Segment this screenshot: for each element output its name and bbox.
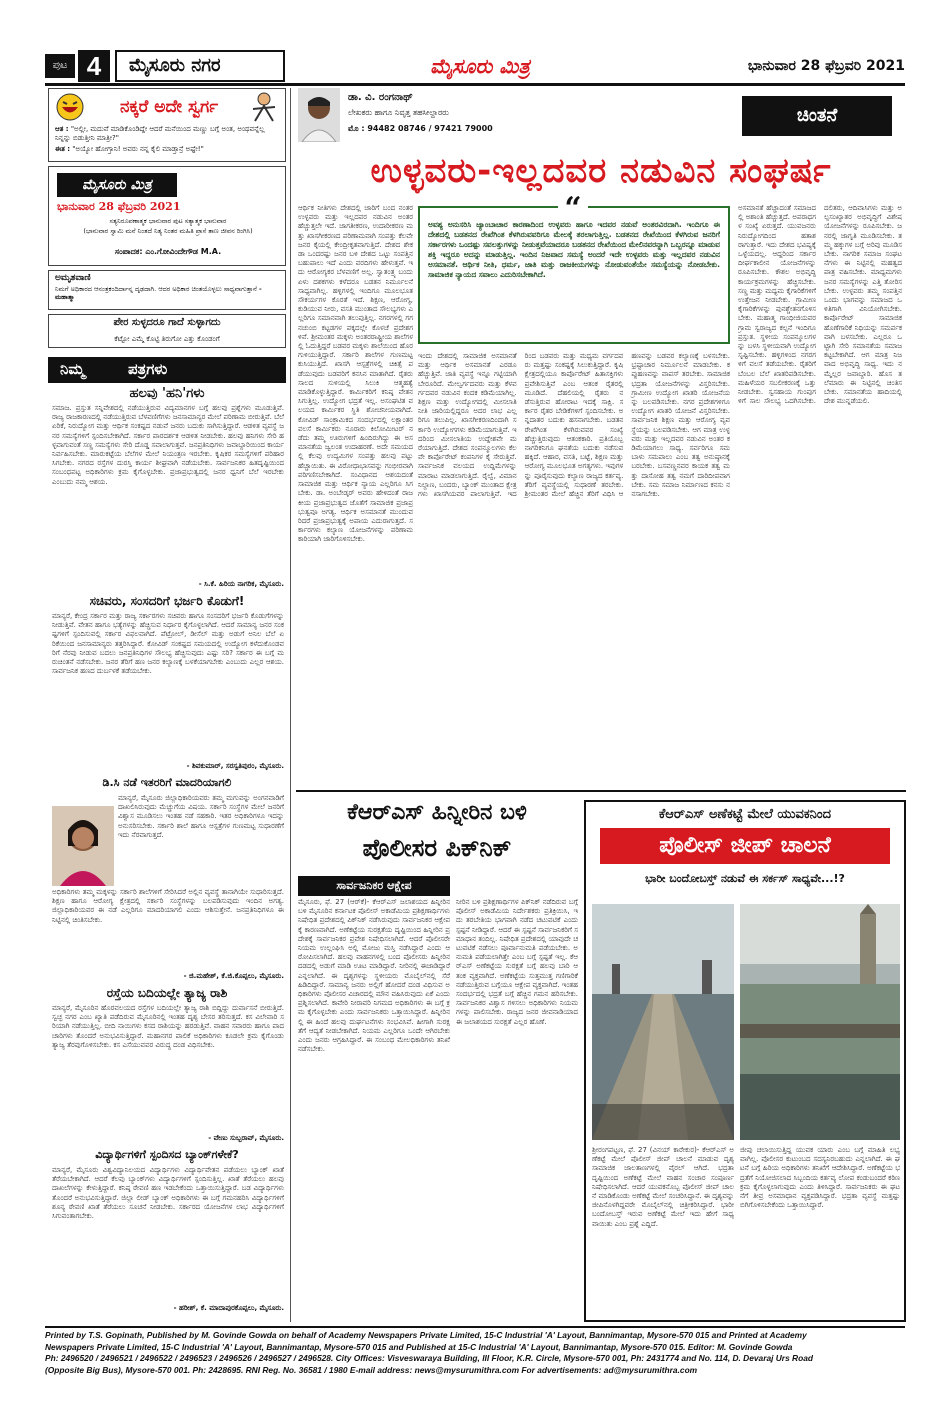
section-tag-chintane: ಚಿಂತನೆ	[742, 96, 892, 136]
section-rule	[296, 790, 906, 792]
paper-info-date: ಭಾನುವಾರ 28 ಫೆಬ್ರವರಿ 2021	[57, 200, 181, 213]
humor-text1: "ಅಲ್ಲೀ, ಮದುವೆ ಮಾಡಿಕೊಂಡಿದ್ದೇ ಆದರೆ ಮನೆಯಿಂದ ಮಣ್ಣು ಬಗ್ಗೆ ಅಂತ, ಅಂಥವನ್ನೆಲ್ಲ ನಿನ್ನನ್ನು ಬಿಡುತ್ತೀನಿ ಮಾತ್ರೀ?"	[55, 125, 265, 142]
footer-rule	[45, 1326, 905, 1328]
paper-info-box	[48, 166, 286, 266]
jeep-subhead: ಭಾರೀ ಬಂದೋಬಸ್ತ್ ನಡುವೆ ಈ ಸರ್ಕಸ್ ಸಾಧ್ಯವೇ...!?	[645, 872, 845, 885]
pullquote-text: ಅವಶ್ಯ ಅನುಸರಿಸಿ ಜ್ಯಾಂಬಾಚಾರ ಕಾರಣಾದಿಂದ ಉಳ್ಳವರು ಹಾಗೂ ಇದವರ ನಡುವೆ ಅಂತರವಿರದಾಗಿ. ಇಂದಿಗೂ ಈ ದೇಶದಲ್ಲಿ ಬಡತನದ ರೇಖೆಗಿಂತ ಕೆಳಗಿರುವವರಿಗೂ ಮೇಲಕ್ಕೆ ತರಲಾಗುತ್ತಿಲ್ಲ. ಬಡತನದ ರೇಖೆಯಿಂದ ಕೆಳಗಿರುವ ಜನರಿಗೆ ಸರ್ಕಾರಗಳು ಒಂದಷ್ಟು ಸವಲತ್ತುಗಳನ್ನು ನೀಡುತ್ತವೆಯಾದರೂ ಬಡತನದ ರೇಖೆಯಿಂದ ಮೇಲಿನವರನ್ನಾಗಿ ಒಬ್ಬರನ್ನೂ ಮಾಡುವ ಶಕ್ತಿ ಇದ್ದರೂ ಅದನ್ನು ಮಾಡುತ್ತಿಲ್ಲ. ಇಂದಿನ ನಿಜವಾದ ಸಮಸ್ಯೆ ಅಂದರೆ ಇದೇ ಉಳ್ಳವರು ಮತ್ತು ಇಲ್ಲದವರ ನಡುವಿನ ಅಸಮಾನತೆ. ಆರ್ಥಿಕ ನೀತಿ, ಧರ್ಮ, ಜಾತಿ ಮತ್ತು ರಾಜಕೀಯಗಳನ್ನು ನೋಡುವಂತೆಯೇ ಸಮಸ್ಯೆಯನ್ನು ನೋಡಬೇಕು. ಸಾಮಾಜಿಕ ನ್ಯಾಯದ ಸವಾಲು ಎದುರಿಸಬೇಕಾಗಿದೆ.	[428, 220, 720, 279]
column-headline: ಉಳ್ಳವರು-ಇಲ್ಲದವರ ನಡುವಿನ ಸಂಘರ್ಷ	[370, 151, 832, 191]
letter-title: ವಿದ್ಯಾರ್ಥಿಗಳಿಗೆ ಸ್ಪಂದಿಸದ ಬ್ಯಾಂಕ್‌ಗಳೇಕೆ?	[95, 1148, 239, 1161]
author-photo	[298, 88, 340, 142]
column-body: ಆರ್ಥಿಕ ನೀತಿಗಳು ದೇಶದಲ್ಲಿ ಜಾರಿಗೆ ಬಂದ ನಂತರ ಉಳ್ಳವರು ಮತ್ತು ಇಲ್ಲದವರ ನಡುವಿನ ಅಂತರ ಹೆಚ್ಚುತ್ತಲೇ ಇದೆ. ಜಾಗತೀಕರಣ, ಉದಾರೀಕರಣ ಮತ್ತು ಖಾಸಗೀಕರಣದ ಪರಿಣಾಮವಾಗಿ ಸಂಪತ್ತು ಕೆಲವೇ ಜನರ ಕೈಯಲ್ಲಿ ಕೇಂದ್ರೀಕೃತವಾಗುತ್ತಿದೆ. ದೇಶದ ಶೇಕಡಾ ಒಂದರಷ್ಟು ಜನರ ಬಳಿ ದೇಶದ ಒಟ್ಟು ಸಂಪತ್ತಿನ ಬಹುಪಾಲು ಇದೆ ಎಂದು ವರದಿಗಳು ಹೇಳುತ್ತವೆ. ಇದು ಆರೋಗ್ಯಕರ ಬೆಳವಣಿಗೆ ಅಲ್ಲ. ಸ್ವಾತಂತ್ರ್ಯ ಬಂದು ಏಳು ದಶಕಗಳು ಕಳೆದರೂ ಬಡತನ ನಿರ್ಮೂಲನೆ ಸಾಧ್ಯವಾಗಿಲ್ಲ. ಹಳ್ಳಿಗಳಲ್ಲಿ ಇಂದಿಗೂ ಮೂಲಭೂತ ಸೌಕರ್ಯಗಳ ಕೊರತೆ ಇದೆ. ಶಿಕ್ಷಣ, ಆರೋಗ್ಯ, ಕುಡಿಯುವ ನೀರು, ವಸತಿ ಮುಂತಾದ ಸೌಲಭ್ಯಗಳು ಎಲ್ಲರಿಗೂ ಸಮಾನವಾಗಿ ತಲುಪುತ್ತಿಲ್ಲ. ನಗರಗಳಲ್ಲಿ ಗಗನಚುಂಬಿ ಕಟ್ಟಡಗಳ ಪಕ್ಕದಲ್ಲೇ ಕೊಳಚೆ ಪ್ರದೇಶಗಳಿವೆ. ಶ್ರೀಮಂತರ ಮಕ್ಕಳು ಅಂತರರಾಷ್ಟ್ರೀಯ ಶಾಲೆಗಳಲ್ಲಿ ಓದುತ್ತಿದ್ದರೆ ಬಡವರ ಮಕ್ಕಳು ಶಾಲೆಯಿಂದ ಹೊರಗುಳಿಯುತ್ತಿದ್ದಾರೆ. ಸರ್ಕಾರಿ ಶಾಲೆಗಳ ಗುಣಮಟ್ಟ ಕುಸಿಯುತ್ತಿದೆ. ಖಾಸಗಿ ಆಸ್ಪತ್ರೆಗಳಲ್ಲಿ ಚಿಕಿತ್ಸೆ ಪಡೆಯುವುದು ಬಡವರಿಗೆ ಕನಸಿನ ಮಾತಾಗಿದೆ. ರೈತರು ಸಾಲದ ಸುಳಿಯಲ್ಲಿ ಸಿಲುಕಿ ಆತ್ಮಹತ್ಯೆ ಮಾಡಿಕೊಳ್ಳುತ್ತಿದ್ದಾರೆ. ಕಾರ್ಮಿಕರಿಗೆ ಕನಿಷ್ಠ ವೇತನ ಸಿಗುತ್ತಿಲ್ಲ. ಉದ್ಯೋಗ ಭದ್ರತೆ ಇಲ್ಲ. ಅಸಂಘಟಿತ ವಲಯದ ಕಾರ್ಮಿಕರ ಸ್ಥಿತಿ ಶೋಚನೀಯವಾಗಿದೆ. ಕೋವಿಡ್ ಸಾಂಕ್ರಾಮಿಕದ ಸಂದರ್ಭದಲ್ಲಿ ಲಕ್ಷಾಂತರ ವಲಸೆ ಕಾರ್ಮಿಕರು ನೂರಾರು ಕಿಲೋಮೀಟರ್ ನಡೆದು ತಮ್ಮ ಊರುಗಳಿಗೆ ಹಿಂದಿರುಗಿದ್ದು ಈ ಅಸಮಾನತೆಯ ಜ್ವಲಂತ ಉದಾಹರಣೆ. ಅದೇ ಸಮಯದಲ್ಲಿ ಕೆಲವು ಉದ್ಯಮಿಗಳ ಸಂಪತ್ತು ಹಲವು ಪಟ್ಟು ಹೆಚ್ಚಾಯಿತು. ಈ ವಿರೋಧಾಭಾಸವನ್ನು ಗಂಭೀರವಾಗಿ ಪರಿಗಣಿಸಬೇಕಾಗಿದೆ. ಸಂವಿಧಾನದ ಆಶಯದಂತೆ ಸಾಮಾಜಿಕ ಮತ್ತು ಆರ್ಥಿಕ ನ್ಯಾಯ ಎಲ್ಲರಿಗೂ ಸಿಗಬೇಕು. ಡಾ. ಅಂಬೇಡ್ಕರ್ ಅವರು ಹೇಳಿದಂತೆ ರಾಜಕೀಯ ಪ್ರಜಾಪ್ರಭುತ್ವದ ಜೊತೆಗೆ ಸಾಮಾಜಿಕ ಪ್ರಜಾಪ್ರಭುತ್ವವೂ ಅಗತ್ಯ. ಆರ್ಥಿಕ ಅಸಮಾನತೆ ಮುಂದುವರಿದರೆ ಪ್ರಜಾಪ್ರಭುತ್ವಕ್ಕೆ ಅಪಾಯ ಎದುರಾಗುತ್ತದೆ. ಸರ್ಕಾರಗಳು ಕಲ್ಯಾಣ ಯೋಜನೆಗಳನ್ನು ಪರಿಣಾಮಕಾರಿಯಾಗಿ ಜಾರಿಗೊಳಿಸಬೇಕು.	[298, 204, 413, 544]
humor-line2	[55, 145, 281, 154]
jeep-headline-line1: ಕೆಆರ್‌ಎಸ್ ಅಣೆಕಟ್ಟೆ ಮೇಲೆ ಯುವಕನಿಂದ	[658, 807, 832, 822]
letter-signature: - ಜಿ.ಮಹೇಶ್, ಕೆ.ಜಿ.ಕೊಪ್ಪಲು, ಮೈಸೂರು.	[183, 972, 284, 980]
letters-header	[48, 357, 286, 383]
letter-signature: - ಹರೀಶ್, ಕೆ. ಮಾದಾಪುರಕೊಪ್ಪಲು, ಮೈಸೂರು.	[173, 1304, 284, 1312]
jeep-body: ಜೀಪು ಚಲಾಯಿಸುತ್ತಿದ್ದ ಯುವಕ ಯಾರು ಎಂಬ ಬಗ್ಗೆ ಮಾಹಿತಿ ಲಭ್ಯವಾಗಿಲ್ಲ. ಪೊಲೀಸರ ಕುಟುಂಬದ ಸದಸ್ಯನಿರಬಹುದು ಎನ್ನಲಾಗಿದೆ. ಈ ಘಟನೆ ಬಗ್ಗೆ ಹಿರಿಯ ಅಧಿಕಾರಿಗಳು ತನಿಖೆಗೆ ಆದೇಶಿಸಿದ್ದಾರೆ. ಅಣೆಕಟ್ಟೆಯ ಭದ್ರತೆಗೆ ನಿಯೋಜಿಸಲಾದ ಸಿಬ್ಬಂದಿಯ ಕರ್ತವ್ಯ ಲೋಪ ಕಂಡುಬಂದರೆ ಕಠಿಣ ಕ್ರಮ ಕೈಗೊಳ್ಳಲಾಗುವುದು ಎಂದು ತಿಳಿಸಿದ್ದಾರೆ. ಸಾರ್ವಜನಿಕರು ಈ ಘಟನೆಗೆ ತೀವ್ರ ಅಸಮಾಧಾನ ವ್ಯಕ್ತಪಡಿಸಿದ್ದಾರೆ. ಭದ್ರತಾ ವ್ಯವಸ್ಥೆ ಮತ್ತಷ್ಟು ಬಿಗಿಗೊಳಿಸಬೇಕೆಂದು ಒತ್ತಾಯಿಸಿದ್ದಾರೆ.	[740, 1146, 900, 1210]
proverb-title: ಪೇರ ಸುಳ್ಳದರೂ ಗಾದೆ ಸುಳ್ಳಾಗದು	[113, 317, 221, 328]
jeep-body: ಶ್ರೀರಂಗಪಟ್ಟಣ, ಫೆ. 27 (ವಿನಯ್ ಕಾರೇಕುರ)- ಕೆಆರ್‌ಎಸ್ ಅಣೆಕಟ್ಟೆ ಮೇಲೆ ಪೊಲೀಸ್ ಜೀಪ್ ಚಾಲನೆ ಮಾಡುವ ದೃಶ್ಯ ಸಾಮಾಜಿಕ ಜಾಲತಾಣಗಳಲ್ಲಿ ವೈರಲ್ ಆಗಿದೆ. ಭದ್ರತಾ ದೃಷ್ಟಿಯಿಂದ ಅಣೆಕಟ್ಟೆ ಮೇಲೆ ವಾಹನ ಸಂಚಾರ ಸಂಪೂರ್ಣ ನಿಷೇಧಿಸಲಾಗಿದೆ. ಆದರೆ ಯುವಕನೊಬ್ಬ ಪೊಲೀಸ್ ಜೀಪ್ ಚಾಲನೆ ಮಾಡಿಕೊಂಡು ಅಣೆಕಟ್ಟೆ ಮೇಲೆ ಸಂಚರಿಸಿದ್ದಾನೆ. ಈ ದೃಶ್ಯವನ್ನು ಜೀಪಿನೊಳಗಿದ್ದವರೇ ಮೊಬೈಲ್‌ನಲ್ಲಿ ಚಿತ್ರೀಕರಿಸಿದ್ದಾರೆ. ಭಾರೀ ಬಂದೋಬಸ್ತ್ ಇರುವ ಅಣೆಕಟ್ಟೆ ಮೇಲೆ ಇದು ಹೇಗೆ ಸಾಧ್ಯವಾಯಿತು ಎಂಬ ಪ್ರಶ್ನೆ ಎದ್ದಿದೆ.	[592, 1146, 734, 1228]
issue-date: ಭಾನುವಾರ 28 ಫೆಬ್ರವರಿ 2021	[747, 58, 905, 74]
imprint-line: Newspapers Private Limited, 15-C Industrial 'A' Layout, Bannimantap, Mysore-570 015 and Published at 15-C Industrial 'A' Layout, Bannimantap, Mysore-570 015. Editor: M. Govinde Gowda	[45, 1341, 793, 1352]
imprint-footer	[45, 1330, 905, 1376]
letter-body: ಮಾನ್ಯರೆ, ಮೈಸೂರಿನ ಹೊರವಲಯದ ರಸ್ತೆಗಳ ಬದಿಯಲ್ಲೇ ತ್ಯಾಜ್ಯ ರಾಶಿ ಬಿದ್ದಿದ್ದು ದುರ್ವಾಸನೆ ಬೀರುತ್ತಿದೆ. ಸ್ವಚ್ಛ ನಗರ ಎಂಬ ಖ್ಯಾತಿ ಪಡೆದಿರುವ ಮೈಸೂರಿನಲ್ಲಿ ಇಂತಹ ದೃಶ್ಯ ಬೇಸರ ತರಿಸುತ್ತದೆ. ಕಸ ವಿಲೇವಾರಿ ಸರಿಯಾಗಿ ನಡೆಯುತ್ತಿಲ್ಲ. ಬೀದಿ ನಾಯಿಗಳು ಕಸದ ರಾಶಿಯನ್ನು ಹರಡುತ್ತಿವೆ. ವಾಹನ ಸವಾರರು ಹಾಗೂ ಪಾದಚಾರಿಗಳು ತೊಂದರೆ ಅನುಭವಿಸುತ್ತಿದ್ದಾರೆ. ಮಹಾನಗರ ಪಾಲಿಕೆ ಅಧಿಕಾರಿಗಳು ಕೂಡಲೇ ಕ್ರಮ ಕೈಗೊಂಡು ತ್ಯಾಜ್ಯ ತೆರವುಗೊಳಿಸಬೇಕು. ಕಸ ಎಸೆಯುವವರ ವಿರುದ್ಧ ದಂಡ ವಿಧಿಸಬೇಕು.	[52, 1004, 284, 1049]
proverb-text: ಕೆಟ್ಟೋ ಎಮ್ಮೆ ಕೊಟ್ಟಿ ತಿರುಗೋ ಎತ್ತು ಕೊಂಡಂಗೆ	[114, 335, 220, 343]
letter-signature: - ಶಿವಕುಮಾರ್, ಸರಸ್ವತಿಪುರಂ, ಮೈಸೂರು.	[186, 762, 284, 770]
paper-logo: ಮೈಸೂರು ಮಿತ್ರ	[430, 54, 530, 78]
pullquote-box	[418, 191, 730, 344]
letter-body: ಅಧಿಕಾರಿಗಳು ತಮ್ಮ ಮಕ್ಕಳನ್ನು ಸರ್ಕಾರಿ ಶಾಲೆಗಳಿಗೆ ಸೇರಿಸಿದರೆ ಅಲ್ಲಿನ ವ್ಯವಸ್ಥೆ ತಾನಾಗಿಯೇ ಸುಧಾರಿಸುತ್ತದೆ. ಶಿಕ್ಷಣ ಹಾಗೂ ಆರೋಗ್ಯ ಕ್ಷೇತ್ರದಲ್ಲಿ ಸರ್ಕಾರಿ ಸಂಸ್ಥೆಗಳನ್ನು ಬಲಪಡಿಸುವುದು ಇಂದಿನ ಅಗತ್ಯ. ಜಿಲ್ಲಾಧಿಕಾರಿಯವರ ಈ ನಡೆ ಎಲ್ಲರಿಗೂ ಮಾದರಿಯಾಗಲಿ ಎಂದು ಆಶಿಸುತ್ತೇನೆ. ಜನಪ್ರತಿನಿಧಿಗಳೂ ಈ ನಿಟ್ಟಿನಲ್ಲಿ ಚಿಂತಿಸಬೇಕು.	[52, 888, 284, 924]
humor-title: ನಕ್ಕರೆ ಅದೇ ಸ್ವರ್ಗ	[119, 97, 219, 117]
amrutha-box	[48, 270, 286, 310]
letter-signature: - ಸಿ.ಕೆ. ಹಿರಿಯ ನಾಗರಿಕ, ಮೈಸೂರು.	[198, 580, 284, 588]
letters-header-a: ನಿಮ್ಮ	[60, 360, 85, 378]
jeep-headline-line2: ಪೊಲೀಸ್ ಜೀಪ್ ಚಾಲನೆ	[600, 828, 890, 864]
page-label: ಪುಟ	[45, 54, 75, 78]
quote-mark-icon: “	[558, 194, 588, 218]
letter-body: ಸಮಾಜ. ಪ್ರಸ್ತುತ ಸನ್ನಿವೇಶದಲ್ಲಿ ನಡೆಯುತ್ತಿರುವ ವಿದ್ಯಮಾನಗಳ ಬಗ್ಗೆ ಹಲವು ಪ್ರಶ್ನೆಗಳು ಮೂಡುತ್ತಿವೆ. ರಾಜ್ಯ ರಾಜಕಾರಣದಲ್ಲಿ ನಡೆಯುತ್ತಿರುವ ಬೆಳವಣಿಗೆಗಳು ಜನಸಾಮಾನ್ಯರ ಮೇಲೆ ಪರಿಣಾಮ ಬೀರುತ್ತಿವೆ. ಬೆಲೆ ಏರಿಕೆ, ನಿರುದ್ಯೋಗ ಮತ್ತು ಆರ್ಥಿಕ ಸಂಕಷ್ಟದ ನಡುವೆ ಜನರು ಬದುಕು ಸಾಗಿಸುತ್ತಿದ್ದಾರೆ. ಆಡಳಿತ ವ್ಯವಸ್ಥೆ ಜನರ ಸಮಸ್ಯೆಗಳಿಗೆ ಸ್ಪಂದಿಸಬೇಕಾಗಿದೆ. ಸರ್ಕಾರ ಪಾರದರ್ಶಕ ಆಡಳಿತ ನೀಡಬೇಕು. ಹಲವು ಹನಿಗಳು ಸೇರಿ ಹಳ್ಳವಾಗುವಂತೆ ಸಣ್ಣ ಸಮಸ್ಯೆಗಳು ಸೇರಿ ದೊಡ್ಡ ಸವಾಲಾಗುತ್ತವೆ. ಜನಪ್ರತಿನಿಧಿಗಳು ಜವಾಬ್ದಾರಿಯಿಂದ ಕಾರ್ಯ ನಿರ್ವಹಿಸಬೇಕು. ಮಾರುಕಟ್ಟೆಯ ಬೆಲೆಗಳ ಮೇಲೆ ನಿಯಂತ್ರಣ ಇರಬೇಕು. ಕೃಷಿಕರ ಸಮಸ್ಯೆಗಳಿಗೆ ಪರಿಹಾರ ಸಿಗಬೇಕು. ನಗರದ ರಸ್ತೆಗಳ ದುರಸ್ತಿ ಕಾರ್ಯ ಶೀಘ್ರವಾಗಿ ನಡೆಯಬೇಕು. ಸಾರ್ವಜನಿಕರ ಹಿತದೃಷ್ಟಿಯಿಂದ ಸಂಬಂಧಪಟ್ಟ ಅಧಿಕಾರಿಗಳು ಕ್ರಮ ಕೈಗೊಳ್ಳಬೇಕು. ಪ್ರಜಾಪ್ರಭುತ್ವದಲ್ಲಿ ಜನರ ಧ್ವನಿಗೆ ಬೆಲೆ ಇರಬೇಕು ಎಂಬುದು ನಮ್ಮ ಆಶಯ.	[52, 404, 284, 486]
letter-title: ರಸ್ತೆಯ ಬದಿಯಲ್ಲೇ ತ್ಯಾಜ್ಯ ರಾಶಿ	[106, 986, 228, 1000]
column-divider	[290, 88, 291, 1322]
picnic-headline-line2: ಪೊಲೀಸರ ಪಿಕ್‌ನಿಕ್	[362, 834, 512, 862]
amrutha-quote: ನಿಮಗೆ ಅಧಿಕಾರದ ಆನಂತ್ರಕಂದಿರ್ದಾನ್ನ ದೃಢದಾಗಿ. ಆದರ ಅಧಿಕಾರ ಚಿಂತಯೊಳ್ಳಲು ಸಾಧ್ಯವಾಗುತ್ತಾನೆ	[55, 285, 257, 293]
letter-title: ಡಿ.ಸಿ ನಡೆ ಇತರರಿಗೆ ಮಾದರಿಯಾಗಲಿ	[102, 776, 232, 789]
paper-info-tagline2: (ಭಾನುವಾರ ಸ್ವಾಮಿ ಮನೆ ನಿಂತದೆ ನಿತ್ಯ ನಿಂತರ ಮಹಿತಿ ಪ್ರಾಸೆ ತಾಣ ಜೀವನ ರಿಂಗಿಸಿ)	[83, 227, 253, 235]
picnic-headline-line1: ಕೆಆರ್‌ಎಸ್ ಹಿನ್ನೀರಿನ ಬಳಿ	[347, 800, 527, 825]
picnic-body: ಮೈಸೂರು, ಫೆ. 27 (ಆರ್‌ಕೆ)- ಕೆಆರ್‌ಎಸ್ ಜಲಾಶಯದ ಹಿನ್ನೀರಿನ ಬಳಿ ಮೈಸೂರಿನ ಕರ್ನಾಟಕ ಪೊಲೀಸ್ ಅಕಾಡೆಮಿಯ ಪ್ರಶಿಕ್ಷಣಾರ್ಥಿಗಳು ನಿಷೇಧಿತ ಪ್ರದೇಶದಲ್ಲಿ ಪಿಕ್‌ನಿಕ್ ನಡೆಸಿರುವುದು ಸಾರ್ವಜನಿಕರ ಆಕ್ಷೇಪಕ್ಕೆ ಕಾರಣವಾಗಿದೆ. ಅಣೆಕಟ್ಟೆಯ ಸುರಕ್ಷತೆಯ ದೃಷ್ಟಿಯಿಂದ ಹಿನ್ನೀರಿನ ಪ್ರದೇಶಕ್ಕೆ ಸಾರ್ವಜನಿಕರ ಪ್ರವೇಶ ನಿಷೇಧಿಸಲಾಗಿದೆ. ಆದರೆ ಪೊಲೀಸರೇ ನಿಯಮ ಉಲ್ಲಂಘಿಸಿ ಅಲ್ಲಿ ಮೋಜು ಮಸ್ತಿ ನಡೆಸಿದ್ದಾರೆ ಎಂದು ಆರೋಪಿಸಲಾಗಿದೆ. ಹಲವು ವಾಹನಗಳಲ್ಲಿ ಬಂದ ಪೊಲೀಸರು ಹಿನ್ನೀರಿನ ದಡದಲ್ಲಿ ಅಡುಗೆ ಮಾಡಿ ಊಟ ಮಾಡಿದ್ದಾರೆ. ನೀರಿನಲ್ಲಿ ಈಜಾಡಿದ್ದಾರೆ ಎನ್ನಲಾಗಿದೆ. ಈ ದೃಶ್ಯಗಳನ್ನು ಸ್ಥಳೀಯರು ಮೊಬೈಲ್‌ನಲ್ಲಿ ಸೆರೆ ಹಿಡಿದಿದ್ದಾರೆ. ಸಾಮಾನ್ಯ ಜನರು ಅಲ್ಲಿಗೆ ಹೋದರೆ ದಂಡ ವಿಧಿಸುವ ಅಧಿಕಾರಿಗಳು ಪೊಲೀಸರ ವಿಚಾರದಲ್ಲಿ ಮೌನ ವಹಿಸಿರುವುದು ಏಕೆ ಎಂದು ಪ್ರಶ್ನಿಸಲಾಗಿದೆ. ಕಾವೇರಿ ನೀರಾವರಿ ನಿಗಮದ ಅಧಿಕಾರಿಗಳು ಈ ಬಗ್ಗೆ ಕ್ರಮ ಕೈಗೊಳ್ಳಬೇಕು ಎಂದು ಸಾರ್ವಜನಿಕರು ಒತ್ತಾಯಿಸಿದ್ದಾರೆ. ಹಿನ್ನೀರಿನಲ್ಲಿ ಈ ಹಿಂದೆ ಹಲವು ದುರ್ಘಟನೆಗಳು ಸಂಭವಿಸಿವೆ. ಹೀಗಾಗಿ ಸುರಕ್ಷತೆಗೆ ಆದ್ಯತೆ ನೀಡಬೇಕಾಗಿದೆ. ನಿಯಮ ಎಲ್ಲರಿಗೂ ಒಂದೇ ಆಗಿರಬೇಕು ಎಂದು ಜನರು ಆಗ್ರಹಿಸಿದ್ದಾರೆ. ಈ ಸಂಬಂಧ ಮೇಲಧಿಕಾರಿಗಳು ತನಿಖೆ ನಡೆಸಬೇಕು.	[298, 898, 450, 1054]
letter-body: ಮಾನ್ಯರೆ, ಮೈಸೂರು ಜಿಲ್ಲಾಧಿಕಾರಿಯವರು ತಮ್ಮ ಮಗುವನ್ನು ಅಂಗನವಾಡಿಗೆ ದಾಖಲಿಸಿರುವುದು ಮೆಚ್ಚುಗೆಯ ವಿಷಯ. ಸರ್ಕಾರಿ ಸಂಸ್ಥೆಗಳ ಮೇಲೆ ಜನರಿಗೆ ವಿಶ್ವಾಸ ಮೂಡಿಸಲು ಇಂತಹ ನಡೆ ಸಹಕಾರಿ. ಇತರ ಅಧಿಕಾರಿಗಳೂ ಇದನ್ನು ಅನುಸರಿಸಬೇಕು. ಸರ್ಕಾರಿ ಶಾಲೆ ಹಾಗೂ ಆಸ್ಪತ್ರೆಗಳ ಗುಣಮಟ್ಟ ಸುಧಾರಣೆಗೆ ಇದು ನೆರವಾಗುತ್ತದೆ.	[118, 794, 284, 839]
section-name: ಮೈಸೂರು ನಗರ	[115, 50, 285, 82]
picnic-body: ನೀರಿನ ಬಳಿ ಪ್ರಶಿಕ್ಷಣಾರ್ಥಿಗಳ ಪಿಕ್‌ನಿಕ್ ನಡೆದಿರುವ ಬಗ್ಗೆ ಪೊಲೀಸ್ ಅಕಾಡೆಮಿಯ ನಿರ್ದೇಶಕರು ಪ್ರತಿಕ್ರಿಯಿಸಿ, ಇದು ತರಬೇತಿಯ ಭಾಗವಾಗಿ ನಡೆದ ಚಟುವಟಿಕೆ ಎಂದು ಸ್ಪಷ್ಟನೆ ನೀಡಿದ್ದಾರೆ. ಆದರೆ ಈ ಸ್ಪಷ್ಟನೆ ಸಾರ್ವಜನಿಕರಿಗೆ ಸಮಾಧಾನ ತಂದಿಲ್ಲ. ನಿಷೇಧಿತ ಪ್ರದೇಶದಲ್ಲಿ ಯಾವುದೇ ಚಟುವಟಿಕೆ ನಡೆಸಲು ಪೂರ್ವಾನುಮತಿ ಪಡೆಯಬೇಕು. ಅನುಮತಿ ಪಡೆಯಲಾಗಿತ್ತೇ ಎಂಬ ಬಗ್ಗೆ ಸ್ಪಷ್ಟತೆ ಇಲ್ಲ. ಕೆಆರ್‌ಎಸ್ ಅಣೆಕಟ್ಟೆಯ ಸುರಕ್ಷತೆ ಬಗ್ಗೆ ಹಲವು ಬಾರಿ ಆತಂಕ ವ್ಯಕ್ತವಾಗಿದೆ. ಅಣೆಕಟ್ಟೆಯ ಸುತ್ತಮುತ್ತ ಗಣಿಗಾರಿಕೆ ನಡೆಯುತ್ತಿರುವ ಬಗ್ಗೆಯೂ ಆಕ್ಷೇಪ ವ್ಯಕ್ತವಾಗಿದೆ. ಇಂತಹ ಸಂದರ್ಭದಲ್ಲಿ ಭದ್ರತೆ ಬಗ್ಗೆ ಹೆಚ್ಚಿನ ಗಮನ ಹರಿಸಬೇಕು. ಸಾರ್ವಜನಿಕರ ವಿಶ್ವಾಸ ಗಳಿಸಲು ಅಧಿಕಾರಿಗಳು ನಿಯಮಗಳನ್ನು ಪಾಲಿಸಬೇಕು. ರಾಜ್ಯದ ಜನರ ಜೀವನಾಡಿಯಾದ ಈ ಜಲಾಶಯದ ಸುರಕ್ಷತೆ ಎಲ್ಲರ ಹೊಣೆ.	[456, 898, 578, 1026]
letter-title: ಸಚಿವರು, ಸಂಸದರಿಗೆ ಭರ್ಜರಿ ಕೊಡುಗೆ!	[89, 594, 245, 608]
letter-body: ಮಾನ್ಯರೆ, ಕೇಂದ್ರ ಸರ್ಕಾರ ಮತ್ತು ರಾಜ್ಯ ಸರ್ಕಾರಗಳು ಸಚಿವರು ಹಾಗೂ ಸಂಸದರಿಗೆ ಭರ್ಜರಿ ಕೊಡುಗೆಗಳನ್ನು ನೀಡುತ್ತಿವೆ. ವೇತನ ಹಾಗೂ ಭತ್ಯೆಗಳನ್ನು ಹೆಚ್ಚಿಸುವ ನಿರ್ಧಾರ ಕೈಗೊಳ್ಳಲಾಗಿದೆ. ಆದರೆ ಸಾಮಾನ್ಯ ಜನರ ಸಂಕಷ್ಟಗಳಿಗೆ ಸ್ಪಂದಿಸುವಲ್ಲಿ ಸರ್ಕಾರ ವಿಫಲವಾಗಿದೆ. ಪೆಟ್ರೋಲ್, ಡೀಸೆಲ್ ಮತ್ತು ಅಡುಗೆ ಅನಿಲ ಬೆಲೆ ಏರಿಕೆಯಿಂದ ಜನಸಾಮಾನ್ಯರು ತತ್ತರಿಸಿದ್ದಾರೆ. ಕೋವಿಡ್ ಸಂಕಷ್ಟದ ಸಮಯದಲ್ಲಿ ಉದ್ಯೋಗ ಕಳೆದುಕೊಂಡವರಿಗೆ ನೆರವು ನೀಡುವ ಬದಲು ಜನಪ್ರತಿನಿಧಿಗಳ ಸೌಲಭ್ಯ ಹೆಚ್ಚಿಸುವುದು ಎಷ್ಟು ಸರಿ? ಸರ್ಕಾರ ಈ ಬಗ್ಗೆ ಮರುಚಿಂತನೆ ನಡೆಸಬೇಕು. ಜನರ ತೆರಿಗೆ ಹಣ ಜನರ ಕಲ್ಯಾಣಕ್ಕೆ ಬಳಕೆಯಾಗಬೇಕು ಎಂಬುದು ಎಲ್ಲರ ಆಶಯ. ಸಾರ್ವಜನಿಕ ಹಣದ ದುರ್ಬಳಕೆ ತಡೆಯಬೇಕು.	[52, 612, 284, 676]
author-description: ಲೇಖಕರು ಹಾಗೂ ನಿವೃತ್ತ ತಹಸೀಲ್ದಾರರು	[348, 108, 449, 117]
humor-speaker2: ಈತ :	[55, 145, 71, 153]
letter-signature: - ವೇಣು ಸುಬ್ಬರಾವ್, ಮೈಸೂರು.	[208, 1134, 284, 1142]
humor-box	[48, 88, 286, 162]
letter-body: ಮಾನ್ಯರೆ, ಮೈಸೂರು ವಿಶ್ವವಿದ್ಯಾನಿಲಯದ ವಿದ್ಯಾರ್ಥಿಗಳು ವಿದ್ಯಾರ್ಥಿವೇತನ ಪಡೆಯಲು ಬ್ಯಾಂಕ್ ಖಾತೆ ತೆರೆಯಬೇಕಾಗಿದೆ. ಆದರೆ ಕೆಲವು ಬ್ಯಾಂಕ್‌ಗಳು ವಿದ್ಯಾರ್ಥಿಗಳಿಗೆ ಸ್ಪಂದಿಸುತ್ತಿಲ್ಲ. ಖಾತೆ ತೆರೆಯಲು ಹಲವು ದಾಖಲೆಗಳನ್ನು ಕೇಳುತ್ತಿದ್ದಾರೆ. ಕನಿಷ್ಠ ಠೇವಣಿ ಹಣ ಇಡಬೇಕೆಂದು ಒತ್ತಾಯಿಸುತ್ತಿದ್ದಾರೆ. ಬಡ ವಿದ್ಯಾರ್ಥಿಗಳು ತೊಂದರೆ ಅನುಭವಿಸುತ್ತಿದ್ದಾರೆ. ಜಿಲ್ಲಾ ಲೀಡ್ ಬ್ಯಾಂಕ್ ಅಧಿಕಾರಿಗಳು ಈ ಬಗ್ಗೆ ಗಮನಹರಿಸಿ ವಿದ್ಯಾರ್ಥಿಗಳಿಗೆ ಶೂನ್ಯ ಠೇವಣಿ ಖಾತೆ ತೆರೆಯಲು ಸೂಚನೆ ನೀಡಬೇಕು. ಸರ್ಕಾರದ ಯೋಜನೆಗಳ ಲಾಭ ವಿದ್ಯಾರ್ಥಿಗಳಿಗೆ ಸಿಗುವಂತಾಗಬೇಕು.	[52, 1166, 284, 1221]
laughing-face-icon	[55, 93, 85, 121]
humor-speaker1: ಆತ :	[55, 125, 69, 133]
paper-info-editor: ಸಂಪಾದಕ: ಎಂ.ಗೋವಿಂದೇಗೌಡ M.A.	[114, 247, 222, 256]
humor-line1	[55, 125, 281, 143]
paper-info-tagline1: ಸತ್ಯನಿರೂಪಣಾತ್ಮಕ ಭಾನುವಾರ ಪುಟ ಸತ್ಯಾತ್ಮಕ ಭಾನುವಾರ	[109, 217, 227, 225]
author-phone: ಮೊ : 94482 08746 / 97421 79000	[348, 124, 493, 133]
author-name: ಡಾ. ವಿ. ರಂಗನಾಥ್	[348, 92, 413, 103]
proverb-box	[48, 314, 286, 348]
dc-photo	[52, 806, 114, 886]
dam-photo-left	[592, 904, 734, 1140]
picnic-kicker: ಸಾರ್ವಜನಿಕರ ಆಕ್ಷೇಪ	[298, 876, 450, 896]
imprint-line: (Opposite Big Bus), Mysore-570 001. Ph: 2428695. RNI Reg. No. 36581 / 1980 E-mail address: news@mysurumithra.com For advertisements: ad@mysurumithra.com	[45, 1364, 698, 1375]
cartoon-figure-icon	[249, 91, 279, 123]
imprint-line: Ph: 2496520 / 2496521 / 2496522 / 2496523 / 2496526 / 2496527 / 2496528. City Offices: Visveswaraya Building, III Floor, K.R. Circle, Mysore-570 001, Ph: 2431774 and No. 114, D. Devaraj Urs Road	[45, 1353, 813, 1363]
masthead	[45, 50, 905, 82]
humor-text2: "ಅಯ್ಯೋ ಹೋಗ್ತಾನಿ! ಅವರು ನನ್ನ ಕೈಲಿ ಮಾಡ್ತಾನ್ರೆ ಅಷ್ಟೇ!"	[72, 145, 204, 153]
dam-photo-right	[740, 904, 900, 1140]
amrutha-author: - ಮಹಾತ್ಮಾ	[55, 285, 262, 301]
amrutha-text	[55, 285, 281, 301]
masthead-rule	[45, 83, 905, 86]
letters-header-b: ಪತ್ರಗಳು	[128, 360, 168, 378]
amrutha-title: ಅಮೃತವಾಣಿ	[55, 273, 91, 283]
column-body: ಅಸಮಾನತೆ ಹೆಚ್ಚಾದಂತೆ ಸಮಾಜದಲ್ಲಿ ಅಶಾಂತಿ ಹೆಚ್ಚುತ್ತದೆ. ಅಪರಾಧಗಳ ಸಂಖ್ಯೆ ಏರುತ್ತದೆ. ಯುವಜನರು ನಿರುದ್ಯೋಗದಿಂದ ಹತಾಶರಾಗುತ್ತಾರೆ. ಇದು ದೇಶದ ಭವಿಷ್ಯಕ್ಕೆ ಒಳ್ಳೆಯದಲ್ಲ. ಆದ್ದರಿಂದ ಸರ್ಕಾರ ದೀರ್ಘಕಾಲೀನ ಯೋಜನೆಗಳನ್ನು ರೂಪಿಸಬೇಕು. ಕೌಶಲ ಅಭಿವೃದ್ಧಿ ಕಾರ್ಯಕ್ರಮಗಳನ್ನು ಹೆಚ್ಚಿಸಬೇಕು. ಸಣ್ಣ ಮತ್ತು ಮಧ್ಯಮ ಕೈಗಾರಿಕೆಗಳಿಗೆ ಉತ್ತೇಜನ ನೀಡಬೇಕು. ಗ್ರಾಮೀಣ ಕೈಗಾರಿಕೆಗಳನ್ನು ಪುನಶ್ಚೇತನಗೊಳಿಸಬೇಕು. ಮಹಾತ್ಮ ಗಾಂಧೀಜಿಯವರ ಗ್ರಾಮ ಸ್ವರಾಜ್ಯದ ಕಲ್ಪನೆ ಇಂದಿಗೂ ಪ್ರಸ್ತುತ. ಸ್ಥಳೀಯ ಸಂಪನ್ಮೂಲಗಳನ್ನು ಬಳಸಿ ಸ್ಥಳೀಯವಾಗಿ ಉದ್ಯೋಗ ಸೃಷ್ಟಿಸಬೇಕು. ಹಳ್ಳಿಗಳಿಂದ ನಗರಗಳಿಗೆ ವಲಸೆ ತಡೆಯಬೇಕು. ರೈತರಿಗೆ ಬೆಂಬಲ ಬೆಲೆ ಖಾತರಿಪಡಿಸಬೇಕು. ಮಹಿಳೆಯರ ಸಬಲೀಕರಣಕ್ಕೆ ಒತ್ತು ನೀಡಬೇಕು. ಸ್ವಸಹಾಯ ಗುಂಪುಗಳಿಗೆ ಸಾಲ ಸೌಲಭ್ಯ ಒದಗಿಸಬೇಕು. ದಲಿತರು, ಆದಿವಾಸಿಗಳು ಮತ್ತು ಅಲ್ಪಸಂಖ್ಯಾತರ ಅಭಿವೃದ್ಧಿಗೆ ವಿಶೇಷ ಯೋಜನೆಗಳನ್ನು ರೂಪಿಸಬೇಕು. ಜನರಲ್ಲಿ ಜಾಗೃತಿ ಮೂಡಿಸಬೇಕು. ತಮ್ಮ ಹಕ್ಕುಗಳ ಬಗ್ಗೆ ಅರಿವು ಮೂಡಿಸಬೇಕು. ನಾಗರಿಕ ಸಮಾಜ ಸಂಘಟನೆಗಳು ಈ ನಿಟ್ಟಿನಲ್ಲಿ ಮಹತ್ವದ ಪಾತ್ರ ವಹಿಸಬೇಕು. ಮಾಧ್ಯಮಗಳು ಜನರ ಸಮಸ್ಯೆಗಳನ್ನು ಎತ್ತಿ ತೋರಿಸಬೇಕು. ಉಳ್ಳವರು ತಮ್ಮ ಸಂಪತ್ತಿನ ಒಂದು ಭಾಗವನ್ನು ಸಮಾಜದ ಒಳಿತಿಗಾಗಿ ವಿನಿಯೋಗಿಸಬೇಕು. ಕಾರ್ಪೊರೇಟ್ ಸಾಮಾಜಿಕ ಹೊಣೆಗಾರಿಕೆ ನಿಧಿಯನ್ನು ಸಮರ್ಪಕವಾಗಿ ಬಳಸಬೇಕು. ಎಲ್ಲರೂ ಒಟ್ಟಾಗಿ ಸೇರಿ ಸಮಾನತೆಯ ಸಮಾಜ ಕಟ್ಟಬೇಕಾಗಿದೆ. ಆಗ ಮಾತ್ರ ನಿಜವಾದ ಅಭಿವೃದ್ಧಿ ಸಾಧ್ಯ. ಇದು ನಮ್ಮೆಲ್ಲರ ಜವಾಬ್ದಾರಿ. ಹೊಸ ತಲೆಮಾರು ಈ ನಿಟ್ಟಿನಲ್ಲಿ ಚಿಂತಿಸಬೇಕು. ಸಮಾನತೆಯ ಹಾದಿಯಲ್ಲಿ ದೇಶ ಮುನ್ನಡೆಯಲಿ.	[738, 204, 902, 406]
letter-title: ಹಲವು 'ಹನಿ'ಗಳು	[129, 386, 205, 401]
paper-info-logo: ಮೈಸೂರು ಮಿತ್ರ	[57, 173, 177, 197]
column-body: ಇಂದು ದೇಶದಲ್ಲಿ ಸಾಮಾಜಿಕ ಅಸಮಾನತೆ ಮತ್ತು ಆರ್ಥಿಕ ಅಸಮಾನತೆ ಎರಡೂ ಹೆಚ್ಚುತ್ತಿವೆ. ಜಾತಿ ವ್ಯವಸ್ಥೆ ಇನ್ನೂ ಗಟ್ಟಿಯಾಗಿ ಬೇರೂರಿದೆ. ಮೇಲ್ವರ್ಗದವರು ಮತ್ತು ಕೆಳವರ್ಗದವರ ನಡುವಿನ ಕಂದಕ ಕಡಿಮೆಯಾಗಿಲ್ಲ. ಶಿಕ್ಷಣ ಮತ್ತು ಉದ್ಯೋಗದಲ್ಲಿ ಮೀಸಲಾತಿ ನೀತಿ ಜಾರಿಯಲ್ಲಿದ್ದರೂ ಅದರ ಲಾಭ ಎಲ್ಲರಿಗೂ ತಲುಪಿಲ್ಲ. ಖಾಸಗೀಕರಣದಿಂದಾಗಿ ಸರ್ಕಾರಿ ಉದ್ಯೋಗಗಳು ಕಡಿಮೆಯಾಗುತ್ತಿವೆ. ಇದರಿಂದ ಮೀಸಲಾತಿಯ ಉದ್ದೇಶವೇ ಮರೆಯಾಗುತ್ತಿದೆ. ದೇಶದ ಸಂಪನ್ಮೂಲಗಳು ಕೆಲವೇ ಕಾರ್ಪೊರೇಟ್ ಕಂಪನಿಗಳ ಕೈ ಸೇರುತ್ತಿವೆ. ಸಾರ್ವಜನಿಕ ವಲಯದ ಉದ್ದಿಮೆಗಳನ್ನು ಮಾರಾಟ ಮಾಡಲಾಗುತ್ತಿದೆ. ರೈಲ್ವೆ, ವಿಮಾನ ನಿಲ್ದಾಣ, ಬಂದರು, ಬ್ಯಾಂಕ್ ಮುಂತಾದ ಕ್ಷೇತ್ರಗಳು ಖಾಸಗಿಯವರ ಪಾಲಾಗುತ್ತಿವೆ. ಇದರಿಂದ ಬಡವರು ಮತ್ತು ಮಧ್ಯಮ ವರ್ಗದವರು ಮತ್ತಷ್ಟು ಸಂಕಷ್ಟಕ್ಕೆ ಸಿಲುಕುತ್ತಿದ್ದಾರೆ. ಕೃಷಿ ಕ್ಷೇತ್ರದಲ್ಲಿಯೂ ಕಾರ್ಪೊರೇಟ್ ಹಿತಾಸಕ್ತಿಗಳು ಪ್ರವೇಶಿಸುತ್ತಿವೆ ಎಂಬ ಆತಂಕ ರೈತರಲ್ಲಿ ಮೂಡಿದೆ. ದೆಹಲಿಯಲ್ಲಿ ರೈತರು ನಡೆಸುತ್ತಿರುವ ಹೋರಾಟ ಇದಕ್ಕೆ ಸಾಕ್ಷಿ. ಸರ್ಕಾರ ರೈತರ ಬೇಡಿಕೆಗಳಿಗೆ ಸ್ಪಂದಿಸಬೇಕು. ಅನ್ನದಾತರ ಬದುಕು ಹಸನಾಗಬೇಕು. ಬಡತನ ರೇಖೆಗಿಂತ ಕೆಳಗಿರುವವರ ಸಂಖ್ಯೆ ಹೆಚ್ಚುತ್ತಿರುವುದು ಆತಂಕಕಾರಿ. ಪ್ರತಿಯೊಬ್ಬ ನಾಗರಿಕನಿಗೂ ಘನತೆಯ ಬದುಕು ನಡೆಸುವ ಹಕ್ಕಿದೆ. ಆಹಾರ, ವಸತಿ, ಬಟ್ಟೆ, ಶಿಕ್ಷಣ ಮತ್ತು ಆರೋಗ್ಯ ಮೂಲಭೂತ ಅಗತ್ಯಗಳು. ಇವುಗಳನ್ನು ಪೂರೈಸುವುದು ಕಲ್ಯಾಣ ರಾಜ್ಯದ ಕರ್ತವ್ಯ. ತೆರಿಗೆ ವ್ಯವಸ್ಥೆಯಲ್ಲಿ ಸುಧಾರಣೆ ತರಬೇಕು. ಶ್ರೀಮಂತರ ಮೇಲೆ ಹೆಚ್ಚಿನ ತೆರಿಗೆ ವಿಧಿಸಿ ಆ ಹಣವನ್ನು ಬಡವರ ಕಲ್ಯಾಣಕ್ಕೆ ಬಳಸಬೇಕು. ಭ್ರಷ್ಟಾಚಾರ ನಿರ್ಮೂಲನೆ ಮಾಡಬೇಕು. ಕಪ್ಪುಹಣವನ್ನು ವಾಪಸ್ ತರಬೇಕು. ಸಾಮಾಜಿಕ ಭದ್ರತಾ ಯೋಜನೆಗಳನ್ನು ವಿಸ್ತರಿಸಬೇಕು. ಗ್ರಾಮೀಣ ಉದ್ಯೋಗ ಖಾತರಿ ಯೋಜನೆಯನ್ನು ಬಲಪಡಿಸಬೇಕು. ನಗರ ಪ್ರದೇಶಗಳಿಗೂ ಉದ್ಯೋಗ ಖಾತರಿ ಯೋಜನೆ ವಿಸ್ತರಿಸಬೇಕು. ಸಾರ್ವಜನಿಕ ಶಿಕ್ಷಣ ಮತ್ತು ಆರೋಗ್ಯ ವ್ಯವಸ್ಥೆಯನ್ನು ಬಲಪಡಿಸಬೇಕು. ಆಗ ಮಾತ್ರ ಉಳ್ಳವರು ಮತ್ತು ಇಲ್ಲದವರ ನಡುವಿನ ಅಂತರ ಕಡಿಮೆಯಾಗಲು ಸಾಧ್ಯ. ಸರ್ವರಿಗೂ ಸಮಬಾಳು ಸಮಪಾಲು ಎಂಬ ತತ್ವ ಅನುಷ್ಠಾನಕ್ಕೆ ಬರಬೇಕು. ಬಸವಣ್ಣನವರ ಕಾಯಕ ತತ್ವ ಮತ್ತು ದಾಸೋಹ ತತ್ವ ನಮಗೆ ದಾರಿದೀಪವಾಗಬೇಕು. ಸಮ ಸಮಾಜ ನಿರ್ಮಾಣದ ಕನಸು ನನಸಾಗಬೇಕು.	[418, 352, 730, 499]
imprint-line: Printed by T.S. Gopinath, Published by M. Govinde Gowda on behalf of Academy Newspapers Private Limited, 15-C Industrial 'A' Layout, Bannimantap, Mysore-570 015 and Printed at Academy	[45, 1330, 807, 1340]
page-number: 4	[78, 50, 110, 82]
